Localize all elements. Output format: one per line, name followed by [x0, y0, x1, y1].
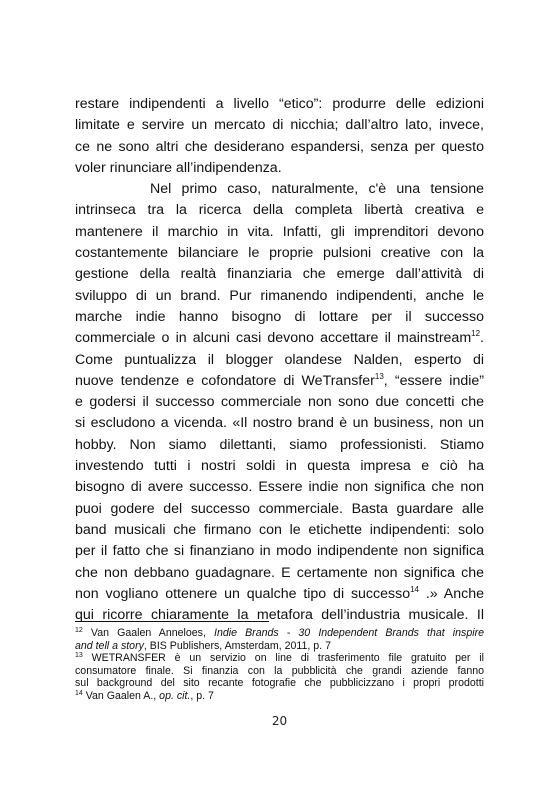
body-line — [75, 307, 484, 328]
body-line — [75, 541, 484, 562]
body-line-text: band musicali che firmano con le etichette indipendenti: solo — [75, 521, 484, 538]
body-line-tail: , “essere indie” — [383, 372, 484, 389]
footnote-12-title: Indie Brands - 30 Independent Brands that inspire — [214, 627, 485, 639]
body-line — [75, 520, 484, 541]
page-number: 20 — [271, 714, 288, 728]
body-line — [75, 286, 484, 307]
body-line-text: Nel primo caso, naturalmente, c'è una tensione — [150, 181, 484, 198]
body-line-text: bisogno di avere successo. Essere indie non significa che non — [75, 479, 484, 496]
body-line — [75, 435, 484, 456]
body-line-text: che non debbano guadagnare. E certamente non significa che — [75, 564, 484, 581]
footnote-12-marker: 12 — [75, 627, 83, 634]
body-line-text: commerciale o in alcuni casi devono accettare il mainstream — [75, 330, 472, 347]
body-line-text: per il fatto che si finanziano in modo indipendente non significa — [75, 543, 484, 560]
body-line-text: e godersi il successo commerciale non sono due concetti che — [75, 394, 484, 411]
body-line — [75, 499, 484, 520]
footnote-reference: 13 — [374, 371, 384, 381]
body-line-text: si escludono a vicenda. «Il nostro brand è un business, non un — [75, 415, 484, 432]
body-line-text: Come puntualizza il blogger olandese Nalden, esperto di — [75, 351, 484, 368]
body-line-tail: . — [480, 330, 484, 347]
body-line-text: gestione della realtà finanziaria che emerge dall’attività di — [75, 266, 484, 283]
body-line-text: limitate e servire un mercato di nicchia; dall’altro lato, invece, — [75, 117, 484, 134]
body-line-text: sviluppo di un brand. Pur rimanendo indipendenti, anche le — [75, 287, 484, 304]
body-line-tail: .» Anche — [419, 585, 484, 602]
body-line — [75, 413, 484, 434]
body-line — [75, 350, 484, 371]
body-line — [75, 137, 484, 158]
footnote-13-line-3: sul background del sito recante fotografie che pubblicizzano i propri prodotti — [75, 677, 484, 690]
body-line-text: non vogliano ottenere un qualche tipo di successo — [75, 585, 411, 602]
footnote-14-line-1: $^{14}$ Van Gaalen A., op. cit., p. 7 — [75, 689, 214, 702]
body-line-text: ce ne sono altri che desiderano espandersi, senza per questo — [75, 138, 484, 155]
body-line — [75, 456, 484, 477]
body-line — [75, 243, 484, 264]
body-line-text: investendo tutti i nostri soldi in questa impresa e ciò ha — [75, 458, 484, 475]
body-line-text: nuove tendenze e cofondatore di WeTransfer — [75, 372, 375, 389]
footnote-14-citation: op. cit. — [159, 689, 191, 702]
body-line-text: intrinseca tra la ricerca della completa libertà creativa e — [75, 202, 484, 219]
body-line — [75, 563, 484, 584]
footnote-13-line-1: $^{13}$ WETRANSFER è un servizio on line di trasferimento file gratuito per il — [75, 652, 484, 665]
body-line — [75, 200, 484, 221]
body-line — [75, 392, 484, 413]
footnote-reference: 14 — [410, 584, 419, 594]
body-line-text: mantenere il marchio in vita. Infatti, gli imprenditori devono — [75, 223, 484, 240]
body-line — [75, 222, 484, 243]
body-line-text: qui ricorre chiaramente la metafora dell’industria musicale. Il — [75, 607, 484, 624]
body-line-text: marche indie hanno bisogno di lottare per il successo — [75, 308, 484, 325]
footnote-14-marker: 14 — [75, 689, 83, 697]
footnotes — [75, 627, 484, 703]
body-line — [75, 115, 484, 136]
footnote-reference: 12 — [471, 329, 481, 339]
body-line — [75, 584, 484, 605]
body-line — [75, 264, 484, 285]
footnote-12-title-cont: and tell a story — [75, 639, 144, 652]
body-line — [75, 179, 484, 200]
body-line-text: costantemente bilanciare le proprie pulsioni creative con la — [75, 245, 484, 262]
body-line — [75, 94, 484, 115]
body-line — [75, 477, 484, 498]
body-line-text: puoi godere del successo commerciale. Basta guardare alle — [75, 500, 484, 517]
footnote-13-marker: 13 — [75, 652, 83, 660]
body-line-text: voler rinunciare all’indipendenza. — [75, 159, 282, 176]
body-text — [75, 94, 484, 626]
footnote-divider — [75, 621, 269, 622]
body-line — [75, 605, 484, 626]
footnote-12-line-1: $^{12}$ Van Gaalen Anneloes, Indie Brands - 30 Independent Brands that inspire — [75, 627, 485, 639]
body-line-text: hobby. Non siamo dilettanti, siamo professionisti. Stiamo — [75, 436, 484, 453]
footnote-13-line-2: consumatore finale. Si finanzia con la pubblicità che grandi aziende fanno — [75, 664, 484, 677]
body-line-text: restare indipendenti a livello “etico”: produrre delle edizioni — [75, 96, 484, 112]
body-line — [75, 328, 484, 349]
body-line — [75, 158, 484, 179]
body-line — [75, 371, 484, 392]
footnote-12-line-2: and tell a story, BIS Publishers, Amsterdam, 2011, p. 7 — [75, 639, 331, 652]
